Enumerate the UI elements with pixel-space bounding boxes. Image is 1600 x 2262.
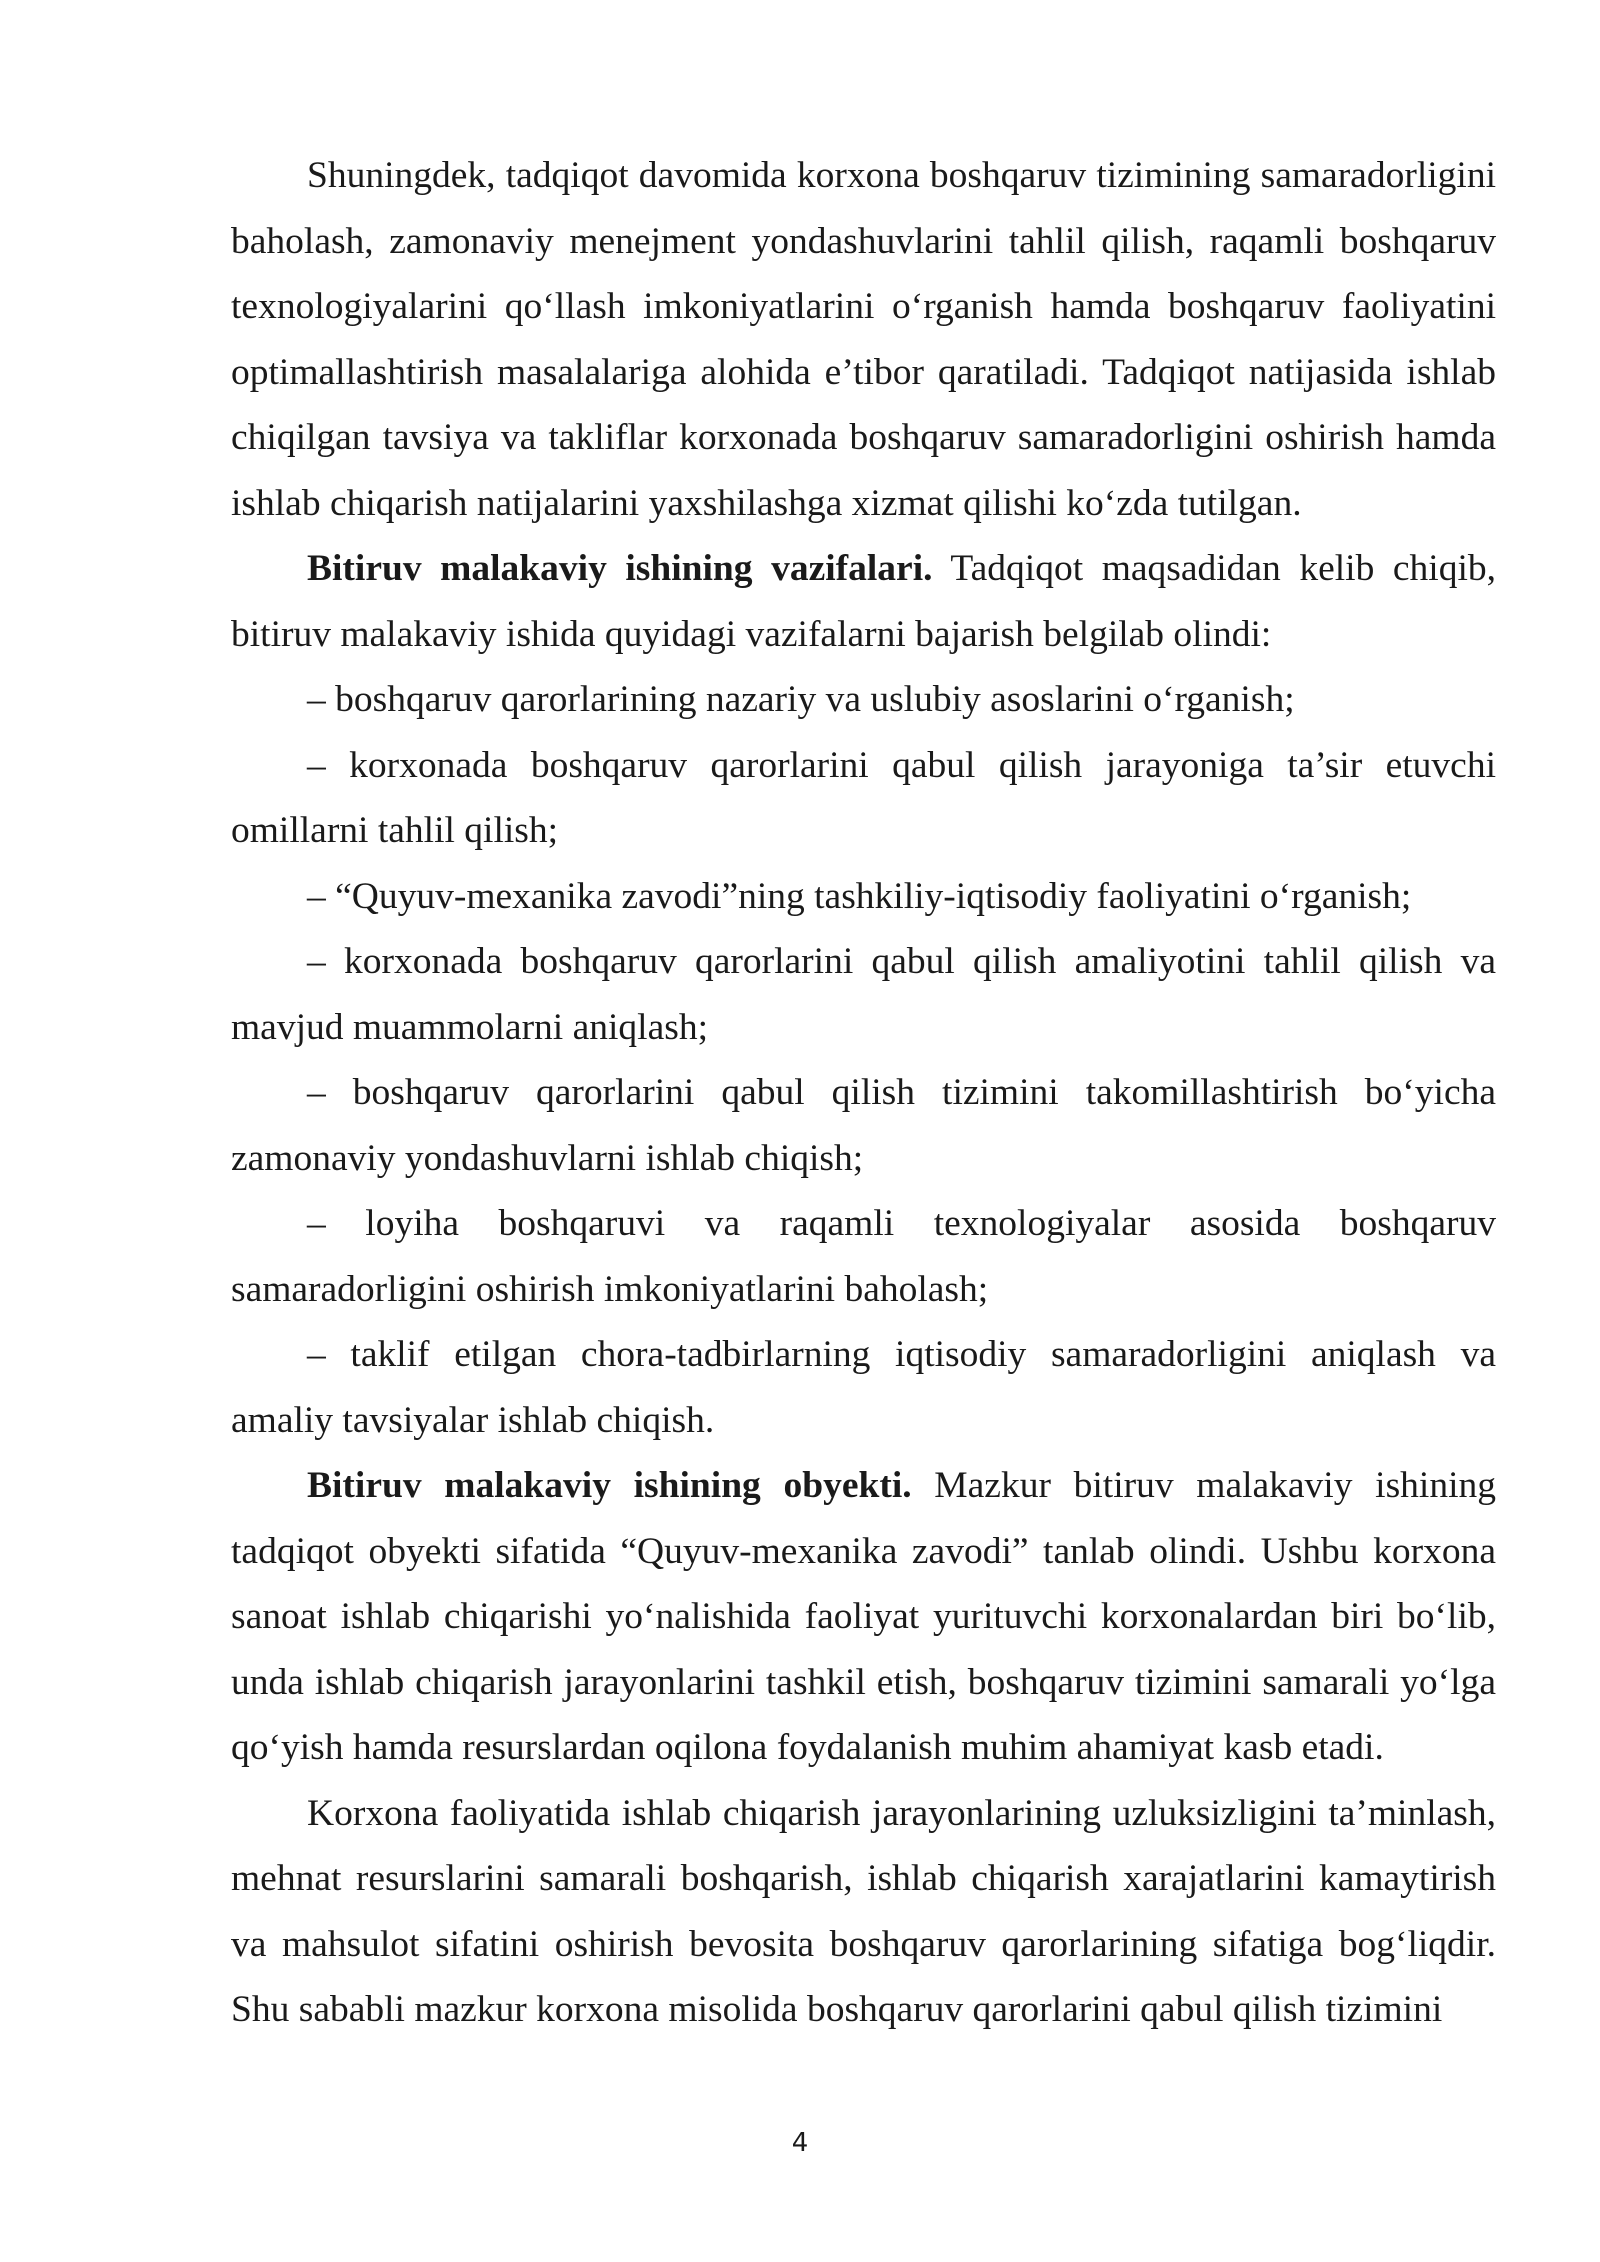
- list-item-text: – “Quyuv-mexanika zavodi”ning tashkiliy-iqtisodiy faoliyatini o‘rganish;: [307, 875, 1412, 917]
- paragraph-tasks-heading: [231, 536, 1496, 667]
- section-heading: Bitiruv malakaviy ishining obyekti.: [307, 1465, 912, 1506]
- list-item: [231, 864, 1496, 930]
- list-item: [231, 1191, 1496, 1322]
- list-item-text: – korxonada boshqaruv qarorlarini qabul qilish jarayoniga ta’sir etuvchi omillarni tahlil qilish;: [231, 744, 1496, 851]
- list-item: [231, 1060, 1496, 1191]
- paragraph-company-activity: [231, 1781, 1496, 2043]
- list-item-text: – taklif etilgan chora-tadbirlarning iqtisodiy samaradorligini aniqlash va amaliy tavsiyalar ishlab chiqish.: [231, 1334, 1496, 1441]
- paragraph-intro-continued: [231, 143, 1496, 536]
- list-item-text: – korxonada boshqaruv qarorlarini qabul qilish amaliyotini tahlil qilish va mavjud muammolarni aniqlash;: [231, 941, 1496, 1048]
- paragraph-text: Korxona faoliyatida ishlab chiqarish jarayonlarining uzluksizligini ta’minlash, mehnat resurslarini samarali boshqarish, ishlab chiqarish xarajatlarini kamaytirish va mahsulot sifatini oshirish bevosita boshqaruv qarorlarining sifatiga bog‘liqdir. Shu sababli mazkur korxona misolida boshqaruv qarorlarini qabul qilish tizimini: [231, 1792, 1496, 2030]
- list-item: [231, 733, 1496, 864]
- paragraph-text: Mazkur bitiruv malakaviy ishining tadqiqot obyekti sifatida “Quyuv-mexanika zavodi” tanlab olindi. Ushbu korxona sanoat ishlab chiqarishi yo‘nalishida faoliyat yurituvchi korxonalardan biri bo‘lib, unda ishlab chiqarish jarayonlarini tashkil etish, boshqaruv tizimini samarali yo‘lga qo‘yish hamda resurslardan oqilona foydalanish muhim ahamiyat kasb etadi.: [231, 1465, 1497, 1768]
- paragraph-text: Shuningdek, tadqiqot davomida korxona boshqaruv tizimining samaradorligini baholash, zamonaviy menejment yondashuvlarini tahlil qilish, raqamli boshqaruv texnologiyalarini qo‘llash imkoniyatlarini o‘rganish hamda boshqaruv faoliyatini optimallashtirish masalalariga alohida e’tibor qaratiladi. Tadqiqot natijasida ishlab chiqilgan tavsiya va takliflar korxonada boshqaruv samaradorligini oshirish hamda ishlab chiqarish natijalarini yaxshilashga xizmat qilishi ko‘zda tutilgan.: [231, 155, 1496, 524]
- document-page: [231, 143, 1496, 2043]
- list-item: [231, 929, 1496, 1060]
- paragraph-text: Tadqiqot maqsadidan kelib chiqib, bitiruv malakaviy ishida quyidagi vazifalarni bajarish belgilab olindi:: [231, 548, 1496, 655]
- list-item-text: – boshqaruv qarorlarining nazariy va uslubiy asoslarini o‘rganish;: [307, 679, 1295, 720]
- list-item-text: – boshqaruv qarorlarini qabul qilish tizimini takomillashtirish bo‘yicha zamonaviy yondashuvlarni ishlab chiqish;: [231, 1072, 1496, 1179]
- paragraph-object-heading: [231, 1453, 1496, 1781]
- list-item: [231, 1322, 1496, 1453]
- list-item-text: – loyiha boshqaruvi va raqamli texnologiyalar asosida boshqaruv samaradorligini oshirish imkoniyatlarini baholash;: [231, 1203, 1496, 1310]
- page-number: 4: [791, 2128, 809, 2158]
- section-heading: Bitiruv malakaviy ishining vazifalari.: [307, 548, 933, 589]
- list-item: [231, 667, 1496, 733]
